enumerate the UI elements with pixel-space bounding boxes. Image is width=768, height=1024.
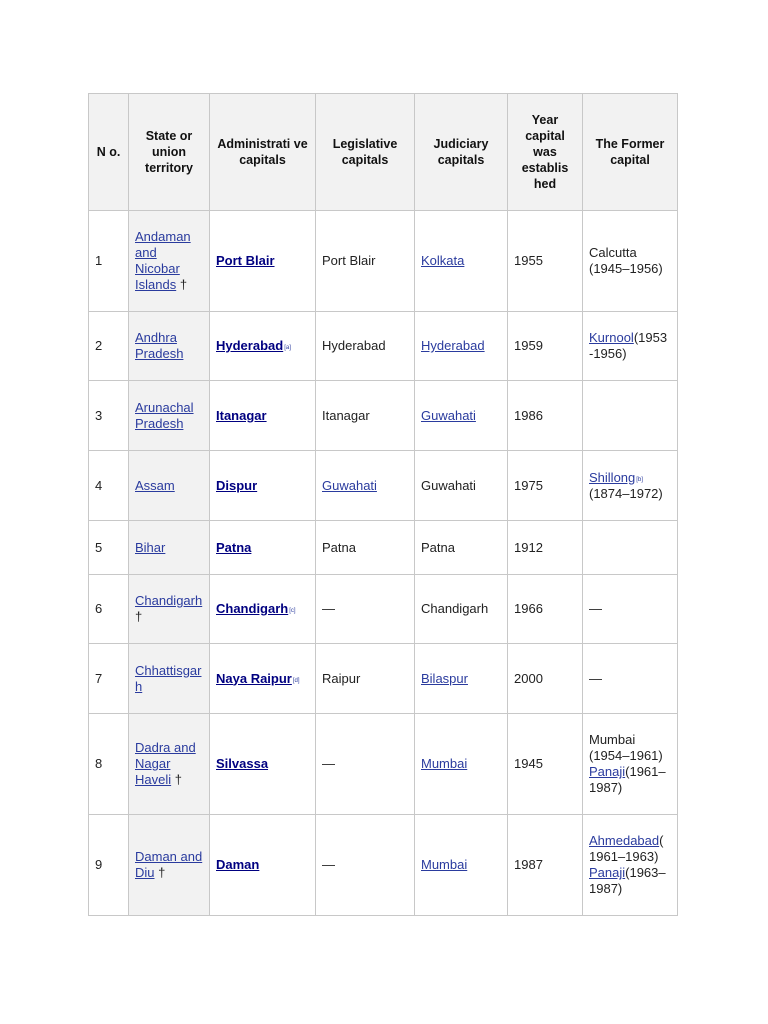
state-cell xyxy=(129,312,210,381)
union-territory-mark: † xyxy=(135,609,143,624)
row-number: 7 xyxy=(89,644,129,714)
former-capital-text: Calcutta xyxy=(589,245,637,260)
state-cell xyxy=(129,521,210,575)
former-capital-text: (1945–1956) xyxy=(589,261,663,276)
state-cell xyxy=(129,211,210,312)
admin-capital-cell xyxy=(210,381,316,451)
legislative-capital-text: Patna xyxy=(322,539,356,555)
state-link[interactable]: Daman and Diu xyxy=(135,849,203,880)
table-row xyxy=(89,312,678,381)
former-capital-text: — xyxy=(589,601,602,616)
table-row xyxy=(89,714,678,815)
admin-capital-link[interactable]: Port Blair xyxy=(216,253,275,268)
judiciary-capital-cell xyxy=(415,644,508,714)
state-cell xyxy=(129,644,210,714)
year-established-cell: 1975 xyxy=(508,451,583,521)
former-capital-text: (1874–1972) xyxy=(589,485,663,501)
judiciary-capital-cell xyxy=(415,575,508,644)
header-former-capital: The Former capital xyxy=(583,94,678,211)
admin-capital-cell xyxy=(210,815,316,916)
state-link[interactable]: Chandigarh xyxy=(135,593,203,608)
admin-capital-link[interactable]: Patna xyxy=(216,539,252,555)
judiciary-capital-link[interactable]: Guwahati xyxy=(421,407,476,423)
admin-capital-link[interactable]: Daman xyxy=(216,857,260,872)
judiciary-capital-cell xyxy=(415,451,508,521)
row-number: 5 xyxy=(89,521,129,575)
judiciary-capital-link[interactable]: Hyderabad xyxy=(421,338,485,353)
state-link[interactable]: Andaman and Nicobar Islands xyxy=(135,229,191,292)
legislative-capital-cell xyxy=(316,312,415,381)
judiciary-capital-text: Chandigarh xyxy=(421,601,489,616)
header-legislative-capitals: Legislative capitals xyxy=(316,94,415,211)
former-capital-cell xyxy=(583,815,678,916)
former-capital-cell xyxy=(583,211,678,312)
judiciary-capital-link[interactable]: Mumbai xyxy=(421,857,468,872)
table-row xyxy=(89,381,678,451)
state-cell xyxy=(129,815,210,916)
legislative-capital-text: Port Blair xyxy=(322,253,376,268)
admin-capital-cell xyxy=(210,714,316,815)
state-link[interactable]: Dadra and Nagar Haveli xyxy=(135,740,196,787)
former-capital-text: (1961–1987) xyxy=(589,764,666,795)
former-capital-cell xyxy=(583,312,678,381)
former-capital-cell xyxy=(583,714,678,815)
table-row xyxy=(89,521,678,575)
state-link[interactable]: Assam xyxy=(135,477,175,493)
former-capital-text: (1963–1987) xyxy=(589,865,666,896)
legislative-capital-link[interactable]: Guwahati xyxy=(322,477,377,493)
legislative-capital-text: — xyxy=(322,601,335,616)
table-row xyxy=(89,815,678,916)
former-capital-link[interactable]: Ahmedabad xyxy=(589,833,660,848)
footnote-ref[interactable]: [a] xyxy=(284,345,291,351)
judiciary-capital-link[interactable]: Kolkata xyxy=(421,253,465,268)
year-established-cell: 2000 xyxy=(508,644,583,714)
judiciary-capital-text: Patna xyxy=(421,539,455,555)
state-cell xyxy=(129,714,210,815)
row-number: 2 xyxy=(89,312,129,381)
admin-capital-link[interactable]: Silvassa xyxy=(216,756,269,771)
former-capital-link[interactable]: Panaji xyxy=(589,764,626,779)
former-capital-text: (1953 -1956) xyxy=(589,330,668,361)
legislative-capital-cell xyxy=(316,575,415,644)
former-capital-text: — xyxy=(589,670,602,686)
legislative-capital-cell xyxy=(316,714,415,815)
header-state: State or union territory xyxy=(129,94,210,211)
footnote-ref[interactable]: [c] xyxy=(289,608,296,614)
year-established-cell: 1987 xyxy=(508,815,583,916)
legislative-capital-text: — xyxy=(322,756,335,771)
admin-capital-link[interactable]: Itanagar xyxy=(216,407,267,423)
row-number: 1 xyxy=(89,211,129,312)
admin-capital-cell xyxy=(210,575,316,644)
row-number: 6 xyxy=(89,575,129,644)
legislative-capital-cell xyxy=(316,815,415,916)
table-row xyxy=(89,211,678,312)
admin-capital-cell xyxy=(210,644,316,714)
year-established-cell: 1912 xyxy=(508,521,583,575)
header-number: N o. xyxy=(89,94,129,211)
admin-capital-link[interactable]: Chandigarh xyxy=(216,601,289,616)
state-link[interactable]: Chhattisgarh xyxy=(135,662,202,694)
judiciary-capital-cell xyxy=(415,714,508,815)
legislative-capital-cell xyxy=(316,521,415,575)
legislative-capital-cell xyxy=(316,211,415,312)
year-established-cell: 1966 xyxy=(508,575,583,644)
judiciary-capital-cell xyxy=(415,211,508,312)
table-row xyxy=(89,644,678,714)
legislative-capital-cell xyxy=(316,381,415,451)
year-established-cell: 1986 xyxy=(508,381,583,451)
admin-capital-link[interactable]: Dispur xyxy=(216,477,258,493)
state-cell xyxy=(129,451,210,521)
admin-capital-cell xyxy=(210,521,316,575)
admin-capital-cell xyxy=(210,312,316,381)
legislative-capital-text: Itanagar xyxy=(322,407,370,423)
state-link[interactable]: Arunachal Pradesh xyxy=(135,399,194,431)
former-capital-cell xyxy=(583,381,678,451)
row-number: 8 xyxy=(89,714,129,815)
judiciary-capital-cell xyxy=(415,312,508,381)
judiciary-capital-link[interactable]: Mumbai xyxy=(421,756,468,771)
admin-capital-link[interactable]: Naya Raipur xyxy=(216,670,292,686)
row-number: 3 xyxy=(89,381,129,451)
admin-capital-cell xyxy=(210,211,316,312)
year-established-cell: 1955 xyxy=(508,211,583,312)
union-territory-mark: † xyxy=(171,772,182,787)
state-link[interactable]: Bihar xyxy=(135,539,166,555)
former-capital-text: ( 1961–1963) xyxy=(589,833,664,864)
legislative-capital-text: — xyxy=(322,857,335,872)
judiciary-capital-text: Guwahati xyxy=(421,477,476,493)
former-capital-cell xyxy=(583,575,678,644)
former-capital-text: Mumbai (1954–1961) xyxy=(589,732,663,763)
state-cell xyxy=(129,381,210,451)
former-capital-cell xyxy=(583,451,678,521)
table-row xyxy=(89,575,678,644)
table-header-row xyxy=(89,94,678,211)
admin-capital-cell xyxy=(210,451,316,521)
header-admin-capitals: Administrati ve capitals xyxy=(210,94,316,211)
admin-capital-link[interactable]: Hyderabad xyxy=(216,338,284,353)
judiciary-capital-cell xyxy=(415,381,508,451)
former-capital-link[interactable]: Panaji xyxy=(589,865,626,880)
former-capital-link[interactable]: Kurnool xyxy=(589,330,634,345)
legislative-capital-cell xyxy=(316,644,415,714)
capitals-table xyxy=(88,93,678,916)
former-capital-cell xyxy=(583,644,678,714)
row-number: 9 xyxy=(89,815,129,916)
header-judiciary-capitals: Judiciary capitals xyxy=(415,94,508,211)
footnote-ref[interactable]: [b] xyxy=(636,476,643,483)
former-capital-cell xyxy=(583,521,678,575)
state-cell xyxy=(129,575,210,644)
legislative-capital-text: Hyderabad xyxy=(322,338,386,353)
judiciary-capital-cell xyxy=(415,815,508,916)
row-number: 4 xyxy=(89,451,129,521)
legislative-capital-text: Raipur xyxy=(322,670,361,686)
legislative-capital-cell xyxy=(316,451,415,521)
union-territory-mark: † xyxy=(176,277,188,292)
state-link[interactable]: Andhra Pradesh xyxy=(135,330,184,361)
judiciary-capital-link[interactable]: Bilaspur xyxy=(421,670,468,686)
former-capital-link[interactable]: Shillong xyxy=(589,469,636,485)
judiciary-capital-cell xyxy=(415,521,508,575)
year-established-cell: 1945 xyxy=(508,714,583,815)
year-established-cell: 1959 xyxy=(508,312,583,381)
union-territory-mark: † xyxy=(154,865,166,880)
table-row xyxy=(89,451,678,521)
footnote-ref[interactable]: [d] xyxy=(292,677,300,684)
header-year-established: Year capital was establis hed xyxy=(508,94,583,211)
